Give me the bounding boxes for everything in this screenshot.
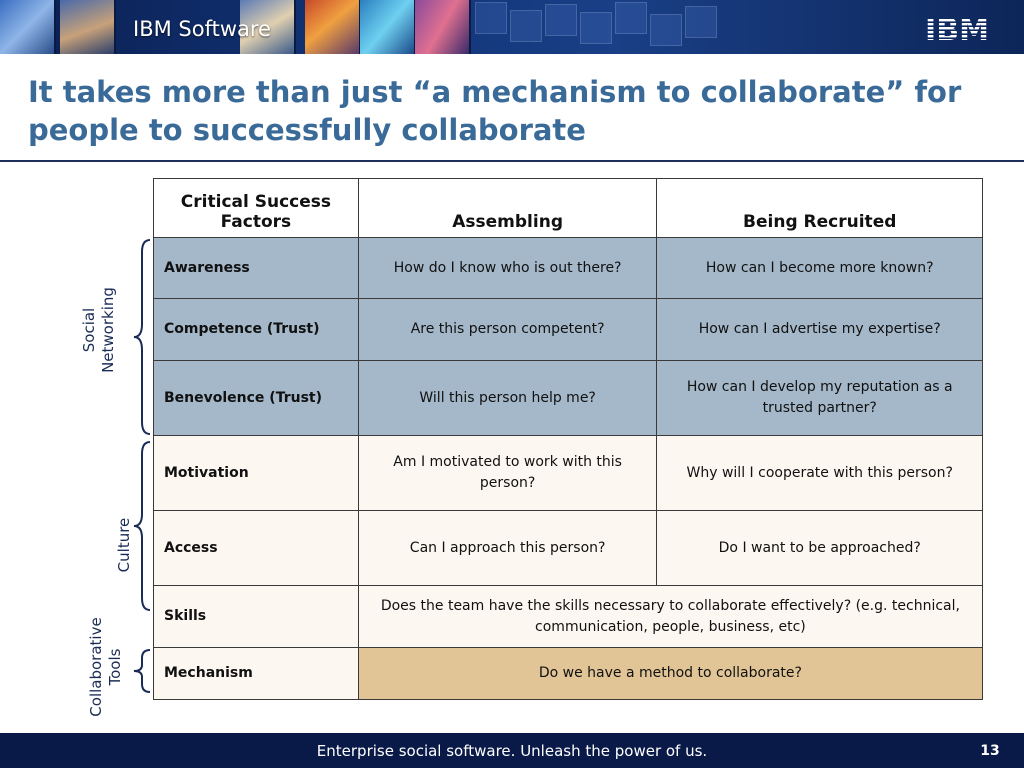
recruited-cell: How can I develop my reputation as a trusted partner? xyxy=(657,361,983,436)
banner-photo-1 xyxy=(0,0,56,54)
success-factors-table xyxy=(153,178,983,700)
group-label-collaborative-tools xyxy=(87,617,127,717)
table-row xyxy=(154,436,983,511)
assembling-cell: How do I know who is out there? xyxy=(358,238,657,299)
banner-tile xyxy=(650,14,682,46)
social-label-line-2: Networking xyxy=(99,287,117,373)
factor-cell: Access xyxy=(154,511,359,586)
slide-title xyxy=(28,73,1018,149)
table-row xyxy=(154,299,983,361)
header-critical-success-factors: Critical Success Factors xyxy=(154,179,359,238)
group-label-culture xyxy=(115,500,135,590)
factor-cell: Skills xyxy=(154,586,359,648)
tools-label-line-1: Collaborative xyxy=(87,617,105,717)
collaborative-tools-bracket xyxy=(128,648,152,694)
footer-bar xyxy=(0,733,1024,768)
social-label-line-1: Social xyxy=(80,307,98,353)
recruited-cell: How can I advertise my expertise? xyxy=(657,299,983,361)
banner-photo-4 xyxy=(305,0,361,54)
banner-photo-5 xyxy=(360,0,416,54)
title-quote: “a mechanism to collaborate” xyxy=(412,75,905,109)
banner-tile xyxy=(685,6,717,38)
factor-cell: Motivation xyxy=(154,436,359,511)
assembling-cell: Am I motivated to work with this person? xyxy=(358,436,657,511)
culture-label: Culture xyxy=(115,517,133,573)
factor-cell: Competence (Trust) xyxy=(154,299,359,361)
table-row xyxy=(154,511,983,586)
assembling-cell: Can I approach this person? xyxy=(358,511,657,586)
banner-tile xyxy=(615,2,647,34)
factor-cell: Mechanism xyxy=(154,648,359,700)
social-networking-bracket xyxy=(128,238,152,436)
brand-name: IBM Software xyxy=(133,17,271,41)
header-assembling: Assembling xyxy=(358,179,657,238)
table-row xyxy=(154,648,983,700)
banner-tile xyxy=(475,2,507,34)
tools-label-line-2: Tools xyxy=(106,648,124,686)
factor-cell: Benevolence (Trust) xyxy=(154,361,359,436)
table-header-row xyxy=(154,179,983,238)
table-row xyxy=(154,238,983,299)
recruited-cell: Do I want to be approached? xyxy=(657,511,983,586)
recruited-cell: Why will I cooperate with this person? xyxy=(657,436,983,511)
page-number: 13 xyxy=(980,743,1000,759)
header-being-recruited: Being Recruited xyxy=(657,179,983,238)
table-row xyxy=(154,586,983,648)
title-part-1: It takes more than just xyxy=(28,75,413,109)
banner-tile xyxy=(545,4,577,36)
merged-cell: Do we have a method to collaborate? xyxy=(358,648,982,700)
recruited-cell: How can I become more known? xyxy=(657,238,983,299)
table-row xyxy=(154,361,983,436)
footer-tagline: Enterprise social software. Unleash the power of us. xyxy=(316,742,708,760)
merged-cell: Does the team have the skills necessary to collaborate effectively? (e.g. technical, communication, people, business, etc) xyxy=(358,586,982,648)
assembling-cell: Will this person help me? xyxy=(358,361,657,436)
banner-tile xyxy=(510,10,542,42)
banner-photo-6 xyxy=(415,0,471,54)
banner-tile xyxy=(580,12,612,44)
title-part-2: for people to successfully collaborate xyxy=(28,75,962,147)
banner-photo-2 xyxy=(60,0,116,54)
ibm-logo xyxy=(921,15,993,43)
header-banner xyxy=(0,0,1024,54)
group-label-social-networking xyxy=(80,285,120,375)
factor-cell: Awareness xyxy=(154,238,359,299)
assembling-cell: Are this person competent? xyxy=(358,299,657,361)
title-divider xyxy=(0,160,1024,162)
